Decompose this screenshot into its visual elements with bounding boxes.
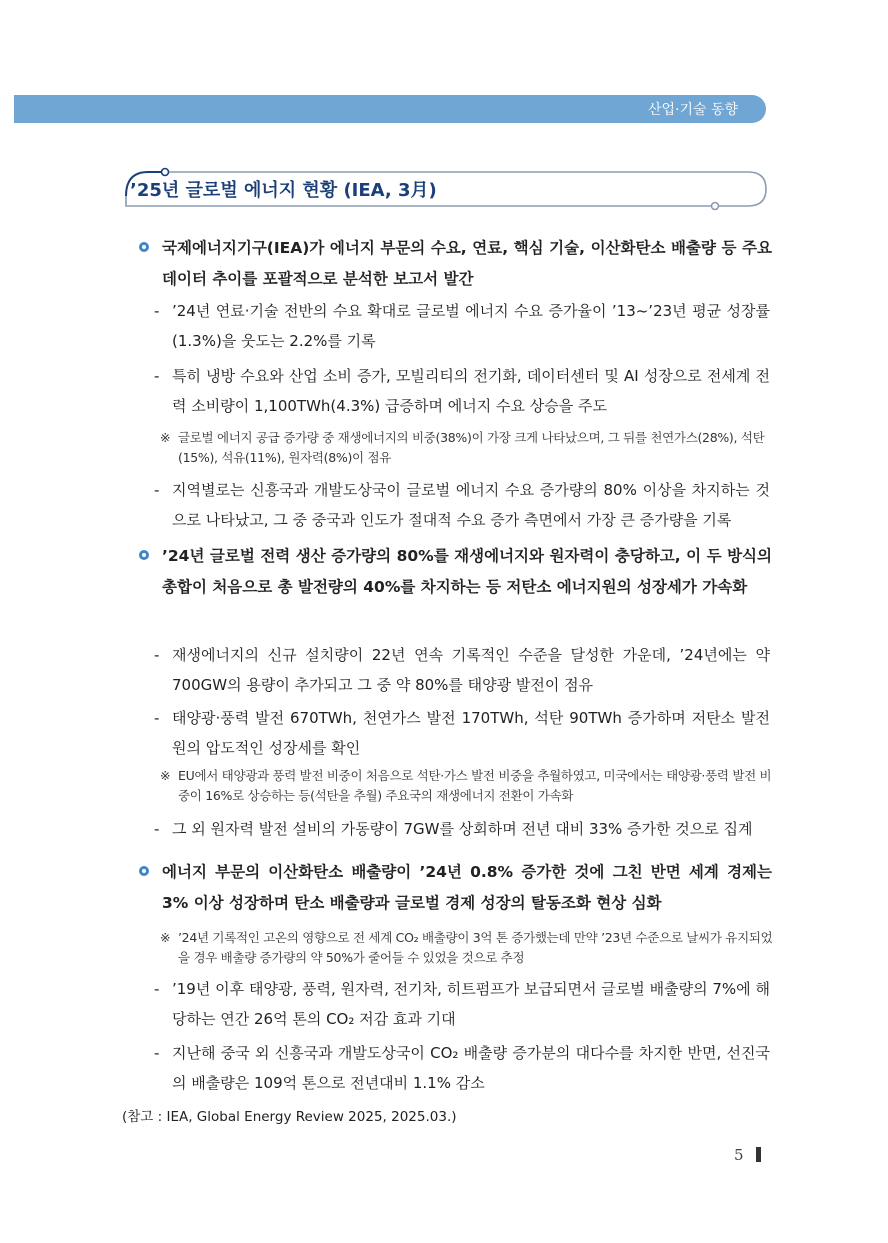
circle-bullet-icon [139, 550, 149, 560]
item-text: ’24년 연료·기술 전반의 수요 확대로 글로벌 에너지 수요 증가율이 ’13~’23년 평균 성장률(1.3%)을 웃도는 2.2%를 기록 [172, 302, 770, 350]
reference-mark: ※ [160, 430, 171, 445]
dash-marker: - [154, 820, 160, 838]
circle-bullet-icon [139, 242, 149, 252]
footnote-item [160, 766, 778, 806]
page-number: 5 [734, 1146, 744, 1164]
sub-bullet-item [154, 974, 770, 1034]
section-label: 산업·기술 동향 [647, 102, 738, 118]
page-number-bar [756, 1147, 761, 1162]
bullet-item [162, 541, 772, 603]
sub-bullet-item [154, 703, 770, 763]
section-title-frame [118, 166, 770, 212]
item-text: 국제에너지기구(IEA)가 에너지 부문의 수요, 연료, 핵심 기술, 이산화탄소 배출량 등 주요 데이터 추이를 포괄적으로 분석한 보고서 발간 [162, 239, 772, 288]
sub-bullet-item [154, 296, 770, 356]
item-text: 특히 냉방 수요와 산업 소비 증가, 모빌리티의 전기화, 데이터센터 및 AI 성장으로 전세계 전력 소비량이 1,100TWh(4.3%) 급증하며 에너지 수요 상승을 주도 [172, 367, 770, 415]
item-text: 에너지 부문의 이산화탄소 배출량이 ’24년 0.8% 증가한 것에 그친 반면 세계 경제는 3% 이상 성장하며 탄소 배출량과 글로벌 경제 성장의 탈동조화 현상 심화 [162, 863, 772, 912]
dash-marker: - [154, 709, 160, 727]
dash-marker: - [154, 1044, 160, 1062]
item-text: 재생에너지의 신규 설치량이 22년 연속 기록적인 수준을 달성한 가운데, ’24년에는 약 700GW의 용량이 추가되고 그 중 약 80%를 태양광 발전이 점유 [172, 646, 770, 694]
bullet-item [162, 233, 772, 295]
item-text: ’24년 글로벌 전력 생산 증가량의 80%를 재생에너지와 원자력이 충당하고, 이 두 방식의 총합이 처음으로 총 발전량의 40%를 차지하는 등 저탄소 에너지원의 성장세가 가속화 [162, 547, 772, 596]
sub-bullet-item [154, 475, 770, 535]
footnote-item [160, 428, 778, 468]
reference-note: (참고 : IEA, Global Energy Review 2025, 2025.03.) [122, 1109, 457, 1125]
item-text: 그 외 원자력 발전 설비의 가동량이 7GW를 상회하며 전년 대비 33% 증가한 것으로 집계 [172, 820, 753, 838]
item-text: 지난해 중국 외 신흥국과 개발도상국이 CO₂ 배출량 증가분의 대다수를 차지한 반면, 선진국의 배출량은 109억 톤으로 전년대비 1.1% 감소 [172, 1044, 770, 1092]
sub-bullet-item [154, 361, 770, 421]
sub-bullet-item [154, 814, 770, 844]
item-text: 글로벌 에너지 공급 증가량 중 재생에너지의 비중(38%)이 가장 크게 나타났으며, 그 뒤를 천연가스(28%), 석탄(15%), 석유(11%), 원자력(8%)이 점유 [178, 430, 765, 465]
item-text: EU에서 태양광과 풍력 발전 비중이 처음으로 석탄·가스 발전 비중을 추월하였고, 미국에서는 태양광·풍력 발전 비중이 16%로 상승하는 등(석탄을 추월) 주요국의 재생에너지 전환이 가속화 [178, 768, 772, 803]
footnote-item [160, 928, 778, 968]
sub-bullet-item [154, 640, 770, 700]
sub-bullet-item [154, 1038, 770, 1098]
dash-marker: - [154, 481, 160, 499]
reference-mark: ※ [160, 930, 171, 945]
page-title: ’25년 글로벌 에너지 현황 (IEA, 3月) [130, 180, 437, 201]
item-text: ’24년 기록적인 고온의 영향으로 전 세계 CO₂ 배출량이 3억 톤 증가했는데 만약 ’23년 수준으로 날씨가 유지되었을 경우 배출량 증가량의 약 50%가 줄어들 수 있었을 것으로 추정 [178, 930, 773, 965]
item-text: 지역별로는 신흥국과 개발도상국이 글로벌 에너지 수요 증가량의 80% 이상을 차지하는 것으로 나타났고, 그 중 중국과 인도가 절대적 수요 증가 측면에서 가장 큰 증가량을 기록 [172, 481, 770, 529]
item-text: ’19년 이후 태양광, 풍력, 원자력, 전기차, 히트펌프가 보급되면서 글로벌 배출량의 7%에 해당하는 연간 26억 톤의 CO₂ 저감 효과 기대 [172, 980, 770, 1028]
bullet-item [162, 857, 772, 919]
dash-marker: - [154, 302, 160, 320]
item-text: 태양광·풍력 발전 670TWh, 천연가스 발전 170TWh, 석탄 90TWh 증가하며 저탄소 발전원의 압도적인 성장세를 확인 [172, 709, 770, 757]
circle-bullet-icon [139, 866, 149, 876]
dash-marker: - [154, 367, 160, 385]
dash-marker: - [154, 980, 160, 998]
dash-marker: - [154, 646, 160, 664]
reference-mark: ※ [160, 768, 171, 783]
header-bar [14, 95, 766, 123]
